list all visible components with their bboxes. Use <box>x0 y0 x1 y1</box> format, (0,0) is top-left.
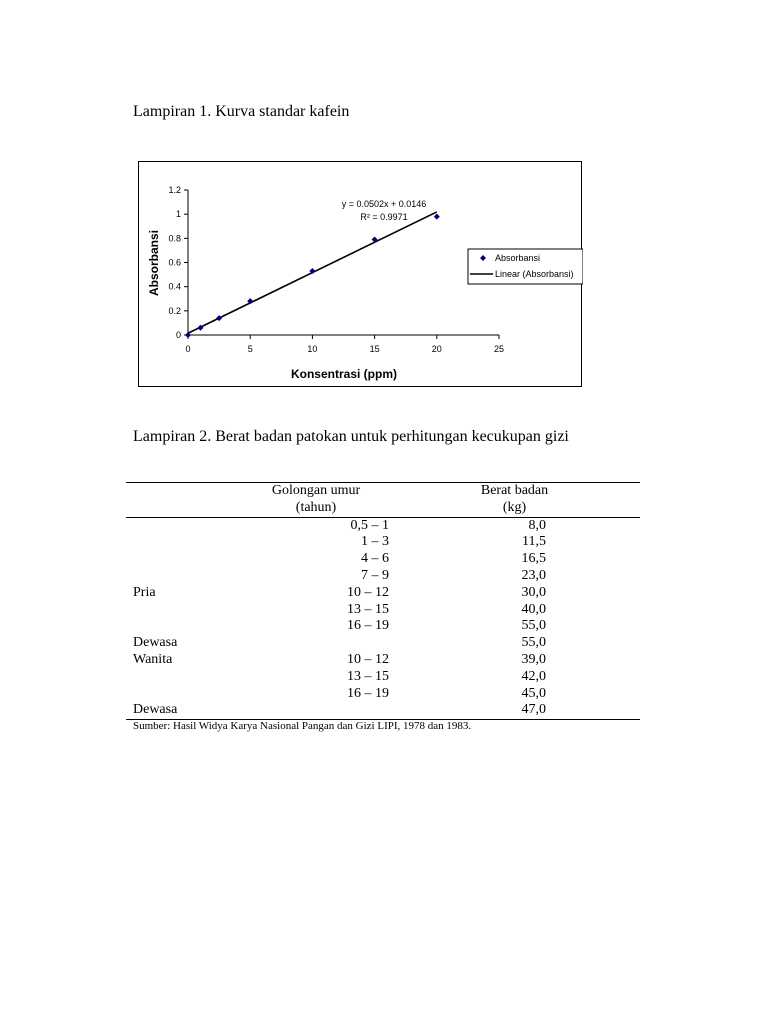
x-tick-label: 20 <box>431 344 442 354</box>
row-weight: 42,0 <box>521 668 546 684</box>
row-label <box>126 618 243 635</box>
row-label <box>126 568 243 585</box>
header-label-empty <box>126 500 243 517</box>
chart-legend <box>468 249 583 284</box>
row-label <box>126 517 243 534</box>
header-age: Golongan umur <box>243 483 389 500</box>
row-label: Pria <box>133 584 156 600</box>
row-label <box>126 669 243 686</box>
trendline-equation: y = 0.0502x + 0.0146 <box>341 199 427 209</box>
y-tick-label: 0.6 <box>168 257 181 268</box>
table-row <box>126 517 640 534</box>
row-age: 10 – 12 <box>347 651 389 667</box>
x-tick-label: 10 <box>307 344 318 354</box>
trendline-r-squared: R² = 0.9971 <box>360 212 408 222</box>
row-age <box>243 635 389 652</box>
table-row <box>126 568 640 585</box>
row-weight: 11,5 <box>522 534 546 550</box>
row-label: Wanita <box>133 651 173 667</box>
y-tick-label: 1 <box>175 209 181 220</box>
x-tick-label: 25 <box>493 344 505 354</box>
table-body <box>126 517 640 720</box>
row-label <box>126 551 243 568</box>
table-row <box>126 618 640 635</box>
row-age: 13 – 15 <box>347 601 389 617</box>
header-weight: Berat badan <box>389 483 640 500</box>
row-label: Dewasa <box>133 635 178 651</box>
row-age <box>243 702 389 719</box>
lampiran-2-title: Lampiran 2. Berat badan patokan untuk perhitungan kecukupan gizi <box>133 428 569 445</box>
table-header-row <box>126 483 640 500</box>
legend-entry-absorbansi: Absorbansi <box>495 253 541 263</box>
row-age: 16 – 19 <box>347 685 389 701</box>
table-header-row <box>126 500 640 517</box>
table-row <box>126 534 640 551</box>
x-tick-label: 0 <box>185 344 191 354</box>
table-row <box>126 669 640 686</box>
row-label <box>126 534 243 551</box>
body-weight-table <box>126 482 640 720</box>
table-row <box>126 652 640 669</box>
y-tick-label: 0 <box>175 330 181 340</box>
header-label-empty <box>126 483 243 500</box>
table-row <box>126 551 640 568</box>
row-weight: 8,0 <box>528 517 546 533</box>
lampiran-1-title: Lampiran 1. Kurva standar kafein <box>133 103 350 120</box>
row-weight: 55,0 <box>521 618 546 634</box>
x-axis-label: Konsentrasi (ppm) <box>290 367 398 381</box>
row-weight: 47,0 <box>389 702 640 719</box>
table-row <box>126 585 640 602</box>
table-source-note: Sumber: Hasil Widya Karya Nasional Pangan dan Gizi LIPI, 1978 dan 1983. <box>133 720 472 732</box>
row-label <box>126 602 243 619</box>
calibration-chart <box>138 161 582 387</box>
row-age: 4 – 6 <box>361 551 389 567</box>
row-label <box>126 686 243 703</box>
row-weight: 39,0 <box>521 651 546 667</box>
data-point <box>434 214 440 220</box>
x-tick-label: 15 <box>369 344 380 354</box>
y-tick-label: 0.2 <box>168 305 181 316</box>
y-tick-label: 0.8 <box>168 233 181 244</box>
row-age: 10 – 12 <box>347 584 389 600</box>
y-tick-label: 0.4 <box>168 281 181 292</box>
data-point <box>216 315 222 321</box>
chart-svg <box>139 162 583 388</box>
table-row <box>126 635 640 652</box>
row-age: 0,5 – 1 <box>350 517 389 533</box>
row-weight: 55,0 <box>521 635 546 651</box>
row-age: 1 – 3 <box>361 534 389 550</box>
y-axis-label: Absorbansi <box>147 229 161 297</box>
row-weight: 30,0 <box>521 584 546 600</box>
row-weight: 40,0 <box>521 601 546 617</box>
legend-entry-linear: Linear (Absorbansi) <box>495 269 574 279</box>
row-weight: 23,0 <box>521 567 546 583</box>
row-label: Dewasa <box>126 702 243 719</box>
row-weight: 45,0 <box>521 685 546 701</box>
header-age-unit: (tahun) <box>243 500 389 517</box>
row-weight: 16,5 <box>521 551 546 567</box>
x-tick-label: 5 <box>247 344 253 354</box>
table-row <box>126 602 640 619</box>
table-row <box>126 702 640 719</box>
row-age: 13 – 15 <box>347 668 389 684</box>
row-age: 16 – 19 <box>347 618 389 634</box>
table-row <box>126 686 640 703</box>
header-weight-unit: (kg) <box>389 500 640 517</box>
row-age: 7 – 9 <box>361 567 389 583</box>
y-tick-label: 1.2 <box>168 185 181 195</box>
